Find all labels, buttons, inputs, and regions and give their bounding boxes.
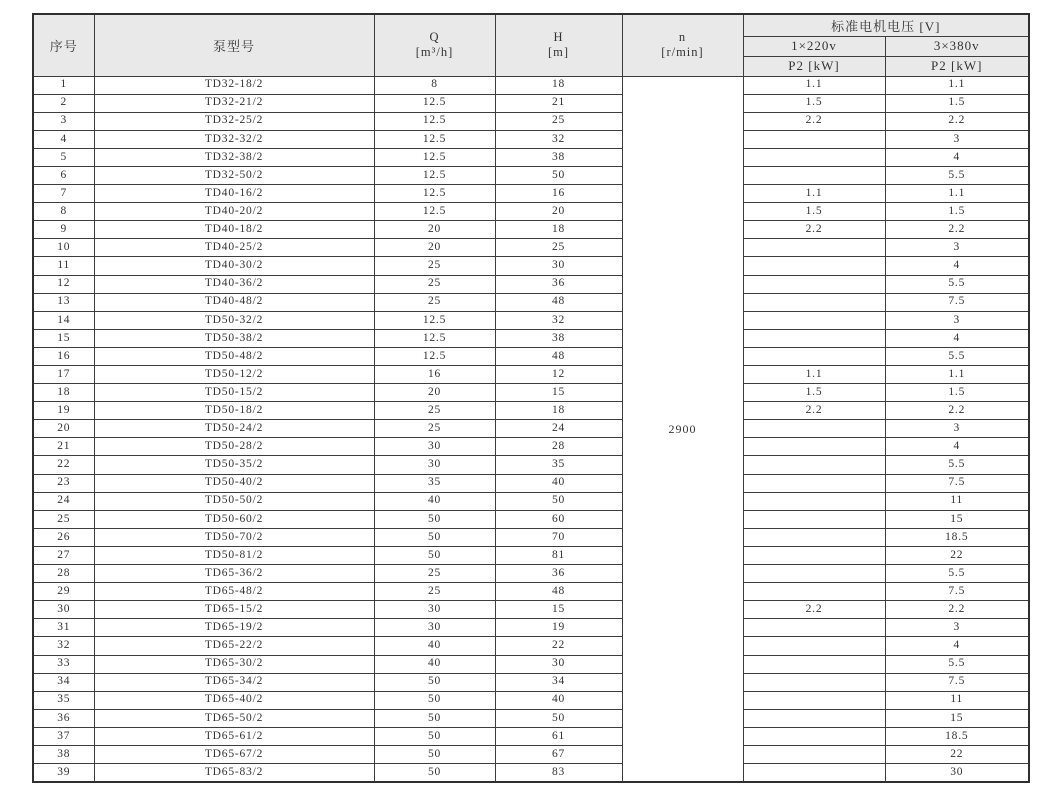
cell-p2-220: 2.2: [743, 221, 885, 239]
cell-pump-model: TD50-38/2: [94, 329, 374, 347]
cell-flow-q: 20: [374, 239, 495, 257]
table-row: [33, 745, 1029, 763]
cell-head-h: 81: [495, 546, 622, 564]
table-row: [33, 402, 1029, 420]
cell-p2-220: [743, 438, 885, 456]
table-row: [33, 438, 1029, 456]
cell-serial-number: 12: [33, 275, 94, 293]
table-row: [33, 94, 1029, 112]
cell-p2-380: 3: [885, 130, 1029, 148]
cell-p2-220: [743, 510, 885, 528]
cell-flow-q: 12.5: [374, 185, 495, 203]
cell-head-h: 22: [495, 637, 622, 655]
cell-p2-220: [743, 546, 885, 564]
table-row: [33, 112, 1029, 130]
cell-p2-220: [743, 166, 885, 184]
cell-flow-q: 12.5: [374, 112, 495, 130]
cell-flow-q: 12.5: [374, 203, 495, 221]
cell-serial-number: 7: [33, 185, 94, 203]
cell-pump-model: TD40-48/2: [94, 293, 374, 311]
cell-serial-number: 15: [33, 329, 94, 347]
header-head-h-symbol: H: [553, 29, 564, 44]
table-row: [33, 510, 1029, 528]
cell-serial-number: 30: [33, 601, 94, 619]
cell-head-h: 18: [495, 76, 622, 94]
cell-pump-model: TD40-18/2: [94, 221, 374, 239]
cell-head-h: 28: [495, 438, 622, 456]
cell-serial-number: 33: [33, 655, 94, 673]
cell-p2-380: 5.5: [885, 347, 1029, 365]
cell-p2-220: [743, 148, 885, 166]
cell-flow-q: 25: [374, 257, 495, 275]
cell-p2-220: 1.1: [743, 185, 885, 203]
cell-p2-220: [743, 347, 885, 365]
cell-flow-q: 25: [374, 275, 495, 293]
table-row: [33, 764, 1029, 782]
cell-serial-number: 37: [33, 727, 94, 745]
cell-flow-q: 12.5: [374, 130, 495, 148]
cell-serial-number: 29: [33, 583, 94, 601]
cell-serial-number: 26: [33, 528, 94, 546]
cell-p2-380: 3: [885, 311, 1029, 329]
header-speed-n: [622, 14, 743, 76]
cell-flow-q: 30: [374, 619, 495, 637]
cell-pump-model: TD50-60/2: [94, 510, 374, 528]
table-row: [33, 691, 1029, 709]
cell-p2-220: [743, 239, 885, 257]
cell-pump-model: TD65-34/2: [94, 673, 374, 691]
cell-serial-number: 14: [33, 311, 94, 329]
table-row: [33, 329, 1029, 347]
cell-flow-q: 50: [374, 510, 495, 528]
cell-serial-number: 22: [33, 456, 94, 474]
cell-head-h: 61: [495, 727, 622, 745]
cell-p2-220: 2.2: [743, 601, 885, 619]
cell-pump-model: TD50-28/2: [94, 438, 374, 456]
cell-head-h: 18: [495, 221, 622, 239]
table-row: [33, 203, 1029, 221]
cell-p2-380: 7.5: [885, 293, 1029, 311]
cell-flow-q: 25: [374, 402, 495, 420]
cell-head-h: 70: [495, 528, 622, 546]
cell-serial-number: 24: [33, 492, 94, 510]
cell-flow-q: 20: [374, 221, 495, 239]
cell-serial-number: 1: [33, 76, 94, 94]
cell-serial-number: 4: [33, 130, 94, 148]
cell-pump-model: TD50-24/2: [94, 420, 374, 438]
cell-flow-q: 25: [374, 293, 495, 311]
cell-head-h: 24: [495, 420, 622, 438]
cell-p2-380: 11: [885, 492, 1029, 510]
table-row: [33, 637, 1029, 655]
cell-head-h: 50: [495, 166, 622, 184]
cell-p2-220: 1.5: [743, 384, 885, 402]
cell-pump-model: TD40-25/2: [94, 239, 374, 257]
table-row: [33, 565, 1029, 583]
header-speed-n-unit: [r/min]: [661, 45, 704, 60]
table-row: [33, 492, 1029, 510]
cell-p2-380: 7.5: [885, 673, 1029, 691]
header-serial-number: 序号: [33, 14, 94, 76]
cell-head-h: 38: [495, 329, 622, 347]
header-pump-model: 泵型号: [94, 14, 374, 76]
cell-flow-q: 40: [374, 637, 495, 655]
cell-pump-model: TD32-25/2: [94, 112, 374, 130]
cell-serial-number: 23: [33, 474, 94, 492]
cell-p2-220: [743, 420, 885, 438]
cell-head-h: 21: [495, 94, 622, 112]
cell-p2-380: 15: [885, 709, 1029, 727]
cell-serial-number: 11: [33, 257, 94, 275]
table-row: [33, 76, 1029, 94]
cell-head-h: 36: [495, 565, 622, 583]
table-row: [33, 420, 1029, 438]
cell-flow-q: 12.5: [374, 329, 495, 347]
cell-flow-q: 12.5: [374, 347, 495, 365]
cell-serial-number: 19: [33, 402, 94, 420]
cell-serial-number: 27: [33, 546, 94, 564]
table-row: [33, 311, 1029, 329]
cell-pump-model: TD40-20/2: [94, 203, 374, 221]
cell-pump-model: TD32-32/2: [94, 130, 374, 148]
table-row: [33, 239, 1029, 257]
table-row: [33, 474, 1029, 492]
table-row: [33, 366, 1029, 384]
cell-serial-number: 6: [33, 166, 94, 184]
table-row: [33, 619, 1029, 637]
cell-p2-380: 4: [885, 438, 1029, 456]
table-row: [33, 655, 1029, 673]
cell-head-h: 35: [495, 456, 622, 474]
cell-head-h: 40: [495, 474, 622, 492]
cell-serial-number: 17: [33, 366, 94, 384]
header-voltage-group: 标准电机电压 [V]: [743, 14, 1029, 36]
table-body: [33, 76, 1029, 782]
cell-head-h: 83: [495, 764, 622, 782]
cell-pump-model: TD65-15/2: [94, 601, 374, 619]
cell-head-h: 50: [495, 709, 622, 727]
cell-head-h: 40: [495, 691, 622, 709]
cell-p2-220: [743, 764, 885, 782]
cell-p2-380: 3: [885, 619, 1029, 637]
cell-flow-q: 50: [374, 709, 495, 727]
cell-serial-number: 36: [33, 709, 94, 727]
cell-p2-380: 5.5: [885, 655, 1029, 673]
cell-serial-number: 39: [33, 764, 94, 782]
cell-pump-model: TD32-18/2: [94, 76, 374, 94]
header-speed-n-symbol: n: [678, 29, 687, 44]
header-head-h-unit: [m]: [547, 45, 570, 60]
cell-serial-number: 38: [33, 745, 94, 763]
table-row: [33, 727, 1029, 745]
cell-head-h: 15: [495, 384, 622, 402]
cell-p2-220: [743, 528, 885, 546]
cell-p2-220: [743, 637, 885, 655]
cell-head-h: 20: [495, 203, 622, 221]
cell-p2-220: [743, 619, 885, 637]
cell-flow-q: 12.5: [374, 148, 495, 166]
cell-flow-q: 30: [374, 438, 495, 456]
cell-head-h: 30: [495, 257, 622, 275]
cell-p2-380: 1.5: [885, 384, 1029, 402]
cell-pump-model: TD50-12/2: [94, 366, 374, 384]
cell-flow-q: 50: [374, 727, 495, 745]
cell-pump-model: TD65-40/2: [94, 691, 374, 709]
cell-flow-q: 50: [374, 764, 495, 782]
cell-pump-model: TD50-70/2: [94, 528, 374, 546]
cell-pump-model: TD40-16/2: [94, 185, 374, 203]
cell-pump-model: TD65-36/2: [94, 565, 374, 583]
cell-flow-q: 25: [374, 420, 495, 438]
cell-flow-q: 35: [374, 474, 495, 492]
cell-pump-model: TD65-61/2: [94, 727, 374, 745]
cell-flow-q: 50: [374, 528, 495, 546]
cell-serial-number: 2: [33, 94, 94, 112]
table-row: [33, 293, 1029, 311]
cell-p2-220: 1.5: [743, 94, 885, 112]
cell-head-h: 48: [495, 293, 622, 311]
cell-serial-number: 35: [33, 691, 94, 709]
cell-head-h: 48: [495, 347, 622, 365]
cell-pump-model: TD40-36/2: [94, 275, 374, 293]
table-row: [33, 583, 1029, 601]
cell-p2-380: 15: [885, 510, 1029, 528]
cell-serial-number: 18: [33, 384, 94, 402]
header-flow-q-unit: [m³/h]: [415, 45, 454, 60]
cell-p2-380: 5.5: [885, 166, 1029, 184]
header-p2-220: P2 [kW]: [743, 56, 885, 76]
cell-head-h: 12: [495, 366, 622, 384]
cell-pump-model: TD65-83/2: [94, 764, 374, 782]
cell-p2-220: [743, 565, 885, 583]
cell-serial-number: 31: [33, 619, 94, 637]
cell-p2-380: 1.5: [885, 203, 1029, 221]
cell-p2-220: [743, 709, 885, 727]
cell-p2-220: 2.2: [743, 112, 885, 130]
cell-flow-q: 25: [374, 583, 495, 601]
cell-p2-220: 1.5: [743, 203, 885, 221]
table-row: [33, 384, 1029, 402]
table-row: [33, 456, 1029, 474]
cell-flow-q: 40: [374, 655, 495, 673]
cell-head-h: 34: [495, 673, 622, 691]
cell-p2-220: [743, 492, 885, 510]
table-row: [33, 528, 1029, 546]
cell-serial-number: 9: [33, 221, 94, 239]
cell-pump-model: TD50-32/2: [94, 311, 374, 329]
table-header: [33, 14, 1029, 76]
cell-flow-q: 12.5: [374, 166, 495, 184]
cell-p2-380: 11: [885, 691, 1029, 709]
cell-head-h: 32: [495, 311, 622, 329]
cell-p2-380: 4: [885, 637, 1029, 655]
table-row: [33, 546, 1029, 564]
header-p2-380: P2 [kW]: [885, 56, 1029, 76]
cell-flow-q: 12.5: [374, 311, 495, 329]
table-row: [33, 166, 1029, 184]
cell-p2-380: 1.1: [885, 76, 1029, 94]
cell-p2-220: 1.1: [743, 76, 885, 94]
cell-flow-q: 50: [374, 691, 495, 709]
cell-flow-q: 16: [374, 366, 495, 384]
cell-p2-380: 18.5: [885, 727, 1029, 745]
cell-flow-q: 30: [374, 601, 495, 619]
cell-p2-220: 2.2: [743, 402, 885, 420]
cell-p2-380: 5.5: [885, 456, 1029, 474]
cell-serial-number: 34: [33, 673, 94, 691]
cell-p2-380: 18.5: [885, 528, 1029, 546]
cell-p2-220: 1.1: [743, 366, 885, 384]
table-row: [33, 257, 1029, 275]
cell-head-h: 48: [495, 583, 622, 601]
cell-serial-number: 13: [33, 293, 94, 311]
cell-flow-q: 25: [374, 565, 495, 583]
header-voltage-220: 1×220v: [743, 36, 885, 56]
cell-pump-model: TD50-50/2: [94, 492, 374, 510]
cell-p2-380: 2.2: [885, 221, 1029, 239]
cell-head-h: 36: [495, 275, 622, 293]
cell-pump-model: TD50-18/2: [94, 402, 374, 420]
table-row: [33, 185, 1029, 203]
table-row: [33, 148, 1029, 166]
cell-serial-number: 3: [33, 112, 94, 130]
cell-head-h: 38: [495, 148, 622, 166]
table-row: [33, 347, 1029, 365]
cell-pump-model: TD65-67/2: [94, 745, 374, 763]
cell-p2-220: [743, 311, 885, 329]
header-head-h: [495, 14, 622, 76]
cell-flow-q: 12.5: [374, 94, 495, 112]
cell-serial-number: 32: [33, 637, 94, 655]
cell-head-h: 32: [495, 130, 622, 148]
table-row: [33, 673, 1029, 691]
cell-serial-number: 21: [33, 438, 94, 456]
cell-head-h: 60: [495, 510, 622, 528]
cell-rotation-speed: 2900: [622, 76, 743, 782]
cell-p2-380: 2.2: [885, 601, 1029, 619]
cell-serial-number: 20: [33, 420, 94, 438]
cell-serial-number: 28: [33, 565, 94, 583]
cell-p2-220: [743, 691, 885, 709]
cell-flow-q: 50: [374, 546, 495, 564]
cell-serial-number: 8: [33, 203, 94, 221]
cell-p2-220: [743, 456, 885, 474]
cell-p2-380: 1.1: [885, 185, 1029, 203]
table-row: [33, 601, 1029, 619]
cell-p2-380: 5.5: [885, 565, 1029, 583]
cell-p2-220: [743, 275, 885, 293]
cell-pump-model: TD50-35/2: [94, 456, 374, 474]
cell-pump-model: TD50-40/2: [94, 474, 374, 492]
cell-p2-220: [743, 745, 885, 763]
cell-head-h: 30: [495, 655, 622, 673]
cell-p2-380: 1.5: [885, 94, 1029, 112]
cell-pump-model: TD32-50/2: [94, 166, 374, 184]
cell-pump-model: TD32-38/2: [94, 148, 374, 166]
cell-serial-number: 25: [33, 510, 94, 528]
cell-pump-model: TD65-50/2: [94, 709, 374, 727]
table-row: [33, 221, 1029, 239]
cell-p2-380: 7.5: [885, 474, 1029, 492]
cell-p2-380: 4: [885, 148, 1029, 166]
table-row: [33, 709, 1029, 727]
cell-serial-number: 10: [33, 239, 94, 257]
cell-pump-model: TD50-48/2: [94, 347, 374, 365]
cell-head-h: 25: [495, 112, 622, 130]
cell-p2-220: [743, 673, 885, 691]
cell-flow-q: 20: [374, 384, 495, 402]
header-flow-q: [374, 14, 495, 76]
cell-flow-q: 50: [374, 673, 495, 691]
cell-p2-380: 22: [885, 546, 1029, 564]
cell-p2-220: [743, 130, 885, 148]
cell-pump-model: TD65-30/2: [94, 655, 374, 673]
cell-p2-380: 5.5: [885, 275, 1029, 293]
header-flow-q-symbol: Q: [429, 29, 440, 44]
header-voltage-380: 3×380v: [885, 36, 1029, 56]
cell-p2-380: 1.1: [885, 366, 1029, 384]
cell-flow-q: 40: [374, 492, 495, 510]
cell-head-h: 19: [495, 619, 622, 637]
cell-serial-number: 5: [33, 148, 94, 166]
cell-head-h: 50: [495, 492, 622, 510]
cell-p2-380: 3: [885, 420, 1029, 438]
cell-p2-220: [743, 329, 885, 347]
pump-spec-table: [32, 13, 1030, 783]
cell-pump-model: TD50-81/2: [94, 546, 374, 564]
cell-serial-number: 16: [33, 347, 94, 365]
cell-pump-model: TD50-15/2: [94, 384, 374, 402]
table-row: [33, 130, 1029, 148]
cell-head-h: 67: [495, 745, 622, 763]
cell-p2-380: 22: [885, 745, 1029, 763]
cell-head-h: 25: [495, 239, 622, 257]
cell-p2-380: 4: [885, 329, 1029, 347]
cell-p2-380: 2.2: [885, 112, 1029, 130]
cell-p2-220: [743, 655, 885, 673]
cell-pump-model: TD40-30/2: [94, 257, 374, 275]
cell-p2-380: 2.2: [885, 402, 1029, 420]
cell-p2-220: [743, 474, 885, 492]
table-row: [33, 275, 1029, 293]
cell-p2-380: 30: [885, 764, 1029, 782]
cell-p2-380: 3: [885, 239, 1029, 257]
cell-p2-380: 4: [885, 257, 1029, 275]
cell-pump-model: TD65-48/2: [94, 583, 374, 601]
cell-flow-q: 30: [374, 456, 495, 474]
cell-p2-220: [743, 727, 885, 745]
cell-p2-380: 7.5: [885, 583, 1029, 601]
cell-p2-220: [743, 257, 885, 275]
cell-flow-q: 8: [374, 76, 495, 94]
cell-head-h: 18: [495, 402, 622, 420]
cell-pump-model: TD32-21/2: [94, 94, 374, 112]
cell-head-h: 16: [495, 185, 622, 203]
cell-pump-model: TD65-22/2: [94, 637, 374, 655]
cell-flow-q: 50: [374, 745, 495, 763]
cell-pump-model: TD65-19/2: [94, 619, 374, 637]
cell-p2-220: [743, 293, 885, 311]
cell-p2-220: [743, 583, 885, 601]
cell-head-h: 15: [495, 601, 622, 619]
